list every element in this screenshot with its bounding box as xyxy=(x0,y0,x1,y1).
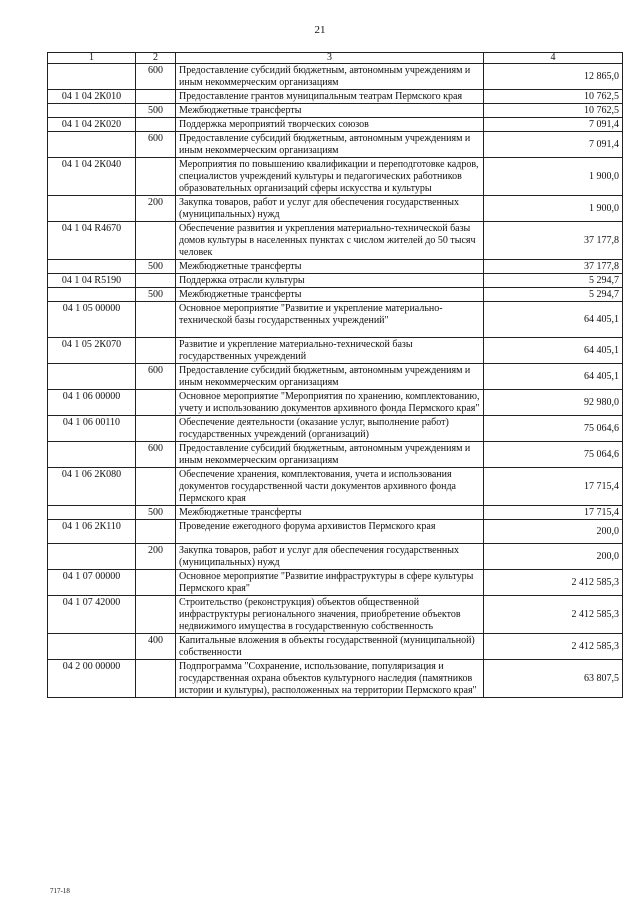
row-name: Проведение ежегодного форума архивистов Пермского края xyxy=(176,520,484,544)
row-expense-type: 600 xyxy=(136,132,176,158)
row-sum: 2 412 585,3 xyxy=(484,596,623,634)
row-name: Предоставление субсидий бюджетным, автономным учреждениям и иным некоммерческим организациям xyxy=(176,442,484,468)
row-code: 04 1 07 42000 xyxy=(48,596,136,634)
row-sum: 37 177,8 xyxy=(484,222,623,260)
row-name: Строительство (реконструкция) объектов общественной инфраструктуры регионального значения, приобретение объектов недвижимого имущества в государственную собственность xyxy=(176,596,484,634)
header-col-4: 4 xyxy=(484,53,623,64)
table-row xyxy=(48,660,623,698)
row-expense-type xyxy=(136,468,176,506)
row-expense-type xyxy=(136,90,176,104)
row-expense-type: 200 xyxy=(136,544,176,570)
row-sum: 63 807,5 xyxy=(484,660,623,698)
row-expense-type xyxy=(136,338,176,364)
table-row xyxy=(48,468,623,506)
row-expense-type: 200 xyxy=(136,196,176,222)
row-code xyxy=(48,132,136,158)
row-expense-type xyxy=(136,158,176,196)
row-sum: 2 412 585,3 xyxy=(484,634,623,660)
header-col-2: 2 xyxy=(136,53,176,64)
table-row xyxy=(48,506,623,520)
row-sum: 5 294,7 xyxy=(484,274,623,288)
table-row xyxy=(48,544,623,570)
row-code: 04 1 06 2К080 xyxy=(48,468,136,506)
table-row xyxy=(48,196,623,222)
row-code: 04 1 06 00110 xyxy=(48,416,136,442)
row-name: Поддержка мероприятий творческих союзов xyxy=(176,118,484,132)
table-row xyxy=(48,260,623,274)
row-code xyxy=(48,104,136,118)
row-code: 04 1 07 00000 xyxy=(48,570,136,596)
row-code xyxy=(48,260,136,274)
table-row xyxy=(48,338,623,364)
row-sum: 12 865,0 xyxy=(484,64,623,90)
row-expense-type xyxy=(136,416,176,442)
row-code: 04 2 00 00000 xyxy=(48,660,136,698)
row-sum: 17 715,4 xyxy=(484,468,623,506)
table-row xyxy=(48,90,623,104)
row-code xyxy=(48,364,136,390)
row-name: Межбюджетные трансферты xyxy=(176,288,484,302)
table-row xyxy=(48,222,623,260)
row-code xyxy=(48,634,136,660)
row-code: 04 1 04 2К010 xyxy=(48,90,136,104)
page-number: 21 xyxy=(314,24,326,36)
table-row xyxy=(48,442,623,468)
row-code: 04 1 04 2К040 xyxy=(48,158,136,196)
row-expense-type: 600 xyxy=(136,64,176,90)
row-code: 04 1 04 R4670 xyxy=(48,222,136,260)
row-name: Предоставление субсидий бюджетным, автономным учреждениям и иным некоммерческим организациям xyxy=(176,64,484,90)
row-expense-type xyxy=(136,520,176,544)
row-sum: 64 405,1 xyxy=(484,338,623,364)
row-code xyxy=(48,544,136,570)
row-code xyxy=(48,64,136,90)
row-name: Капитальные вложения в объекты государственной (муниципальной) собственности xyxy=(176,634,484,660)
row-expense-type xyxy=(136,118,176,132)
row-code: 04 1 06 2К110 xyxy=(48,520,136,544)
row-sum: 5 294,7 xyxy=(484,288,623,302)
row-expense-type xyxy=(136,274,176,288)
row-name: Обеспечение деятельности (оказание услуг, выполнение работ) государственных учреждений (организаций) xyxy=(176,416,484,442)
row-name: Обеспечение хранения, комплектования, учета и использования документов государственной части документов архивного фонда Пермского края xyxy=(176,468,484,506)
table-row xyxy=(48,288,623,302)
row-code: 04 1 06 00000 xyxy=(48,390,136,416)
row-code xyxy=(48,506,136,520)
row-name: Основное мероприятие "Развитие инфраструктуры в сфере культуры Пермского края" xyxy=(176,570,484,596)
row-expense-type: 500 xyxy=(136,260,176,274)
row-expense-type: 600 xyxy=(136,442,176,468)
row-name: Основное мероприятие "Развитие и укрепление материально-технической базы государственных учреждений" xyxy=(176,302,484,338)
row-name: Основное мероприятие "Мероприятия по хранению, комплектованию, учету и использованию документов архивного фонда Пермского края" xyxy=(176,390,484,416)
table-body xyxy=(48,64,623,698)
row-sum: 10 762,5 xyxy=(484,90,623,104)
row-code xyxy=(48,288,136,302)
row-expense-type: 500 xyxy=(136,104,176,118)
table-row xyxy=(48,302,623,338)
table-row xyxy=(48,416,623,442)
row-sum: 7 091,4 xyxy=(484,132,623,158)
row-name: Предоставление грантов муниципальным театрам Пермского края xyxy=(176,90,484,104)
row-sum: 7 091,4 xyxy=(484,118,623,132)
table-header-row xyxy=(48,53,623,64)
row-expense-type: 500 xyxy=(136,288,176,302)
row-sum: 37 177,8 xyxy=(484,260,623,274)
table-row xyxy=(48,634,623,660)
row-name: Поддержка отрасли культуры xyxy=(176,274,484,288)
row-name: Мероприятия по повышению квалификации и переподготовке кадров, специалистов учреждений культуры и педагогических работников образовательных организаций сферы искусства и культуры xyxy=(176,158,484,196)
row-sum: 2 412 585,3 xyxy=(484,570,623,596)
header-col-3: 3 xyxy=(176,53,484,64)
header-col-1: 1 xyxy=(48,53,136,64)
row-expense-type: 500 xyxy=(136,506,176,520)
table-row xyxy=(48,364,623,390)
row-expense-type xyxy=(136,570,176,596)
row-sum: 200,0 xyxy=(484,520,623,544)
row-sum: 10 762,5 xyxy=(484,104,623,118)
row-expense-type: 600 xyxy=(136,364,176,390)
document-footer-code: 717-18 xyxy=(50,887,70,895)
row-name: Обеспечение развития и укрепления материально-технической базы домов культуры в населенных пунктах с числом жителей до 50 тысяч человек xyxy=(176,222,484,260)
budget-table xyxy=(47,52,623,698)
row-sum: 1 900,0 xyxy=(484,158,623,196)
row-sum: 200,0 xyxy=(484,544,623,570)
table-row xyxy=(48,64,623,90)
table-row xyxy=(48,520,623,544)
row-name: Межбюджетные трансферты xyxy=(176,260,484,274)
row-name: Закупка товаров, работ и услуг для обеспечения государственных (муниципальных) нужд xyxy=(176,196,484,222)
row-code: 04 1 04 R5190 xyxy=(48,274,136,288)
row-sum: 1 900,0 xyxy=(484,196,623,222)
table-row xyxy=(48,596,623,634)
row-sum: 75 064,6 xyxy=(484,442,623,468)
table-row xyxy=(48,132,623,158)
row-name: Развитие и укрепление материально-технической базы государственных учреждений xyxy=(176,338,484,364)
row-expense-type xyxy=(136,660,176,698)
row-sum: 75 064,6 xyxy=(484,416,623,442)
row-name: Предоставление субсидий бюджетным, автономным учреждениям и иным некоммерческим организациям xyxy=(176,132,484,158)
row-expense-type xyxy=(136,596,176,634)
row-code: 04 1 05 00000 xyxy=(48,302,136,338)
row-name: Межбюджетные трансферты xyxy=(176,506,484,520)
row-name: Межбюджетные трансферты xyxy=(176,104,484,118)
table-row xyxy=(48,390,623,416)
row-expense-type xyxy=(136,390,176,416)
row-expense-type xyxy=(136,222,176,260)
row-code xyxy=(48,196,136,222)
row-name: Закупка товаров, работ и услуг для обеспечения государственных (муниципальных) нужд xyxy=(176,544,484,570)
row-sum: 64 405,1 xyxy=(484,302,623,338)
table-row xyxy=(48,158,623,196)
row-sum: 17 715,4 xyxy=(484,506,623,520)
row-code: 04 1 04 2К020 xyxy=(48,118,136,132)
table-row xyxy=(48,104,623,118)
row-sum: 92 980,0 xyxy=(484,390,623,416)
table-row xyxy=(48,570,623,596)
table-row xyxy=(48,274,623,288)
row-code xyxy=(48,442,136,468)
row-expense-type xyxy=(136,302,176,338)
row-sum: 64 405,1 xyxy=(484,364,623,390)
row-expense-type: 400 xyxy=(136,634,176,660)
row-name: Подпрограмма "Сохранение, использование, популяризация и государственная охрана объектов культурного наследия (памятников истории и культуры), расположенных на территории Пермского края" xyxy=(176,660,484,698)
row-name: Предоставление субсидий бюджетным, автономным учреждениям и иным некоммерческим организациям xyxy=(176,364,484,390)
table-row xyxy=(48,118,623,132)
row-code: 04 1 05 2К070 xyxy=(48,338,136,364)
